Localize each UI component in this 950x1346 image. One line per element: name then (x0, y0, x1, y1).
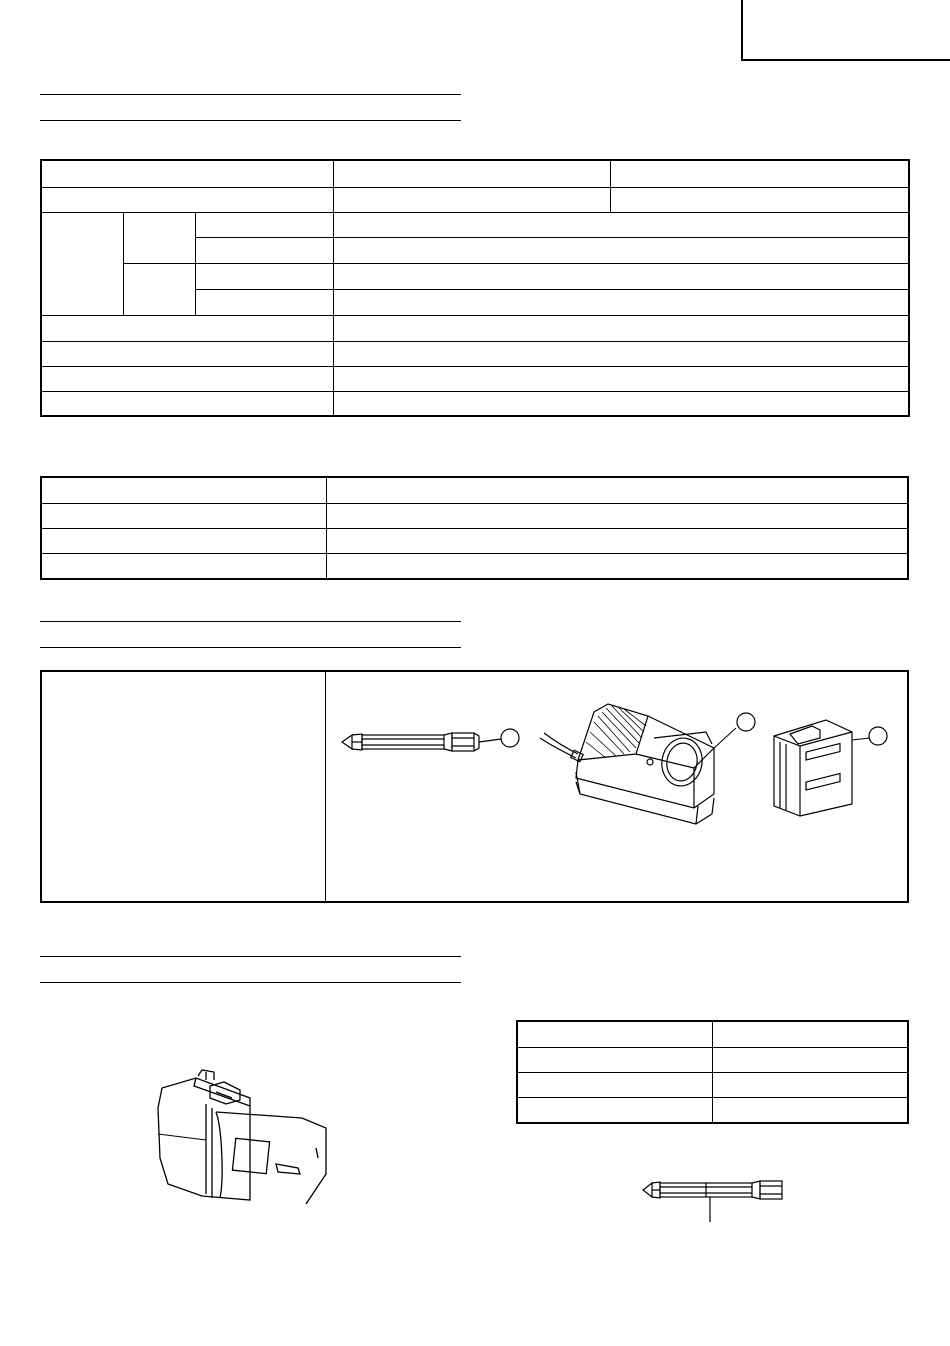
table-column-divider (712, 1022, 713, 1122)
table-column-divider (326, 478, 327, 578)
table-row-divider (195, 237, 908, 238)
table-row-divider (42, 391, 908, 392)
section-rule-top (40, 621, 461, 622)
specifications-table (40, 159, 910, 417)
table-row-divider (123, 263, 908, 264)
table-row-divider (42, 553, 907, 554)
table-column-divider (195, 212, 196, 315)
section-rule-top (40, 956, 461, 957)
table-column-divider (610, 161, 611, 212)
battery-pack-icon (150, 1068, 332, 1208)
driver-bit-icon (338, 722, 528, 762)
section-rule-bottom (40, 982, 461, 983)
charger-specs-table (40, 476, 909, 580)
table-column-divider (325, 672, 326, 901)
page-number-box (741, 0, 950, 61)
section-rule-top (40, 94, 461, 95)
table-row-divider (42, 187, 908, 188)
section-rule-bottom (40, 120, 461, 121)
table-row-divider (42, 212, 908, 213)
table-row-divider (195, 289, 908, 290)
table-column-divider (123, 212, 124, 315)
charger-icon (536, 702, 762, 830)
table-row-divider (42, 315, 908, 316)
table-row-divider (42, 528, 907, 529)
carrying-case-icon (766, 710, 896, 822)
section-rule-bottom (40, 647, 461, 648)
driver-bit-icon (640, 1176, 788, 1224)
table-column-divider (333, 161, 334, 415)
table-row-divider (42, 341, 908, 342)
table-row-divider (42, 366, 908, 367)
table-row-divider (42, 503, 907, 504)
optional-accessories-table (516, 1020, 909, 1124)
